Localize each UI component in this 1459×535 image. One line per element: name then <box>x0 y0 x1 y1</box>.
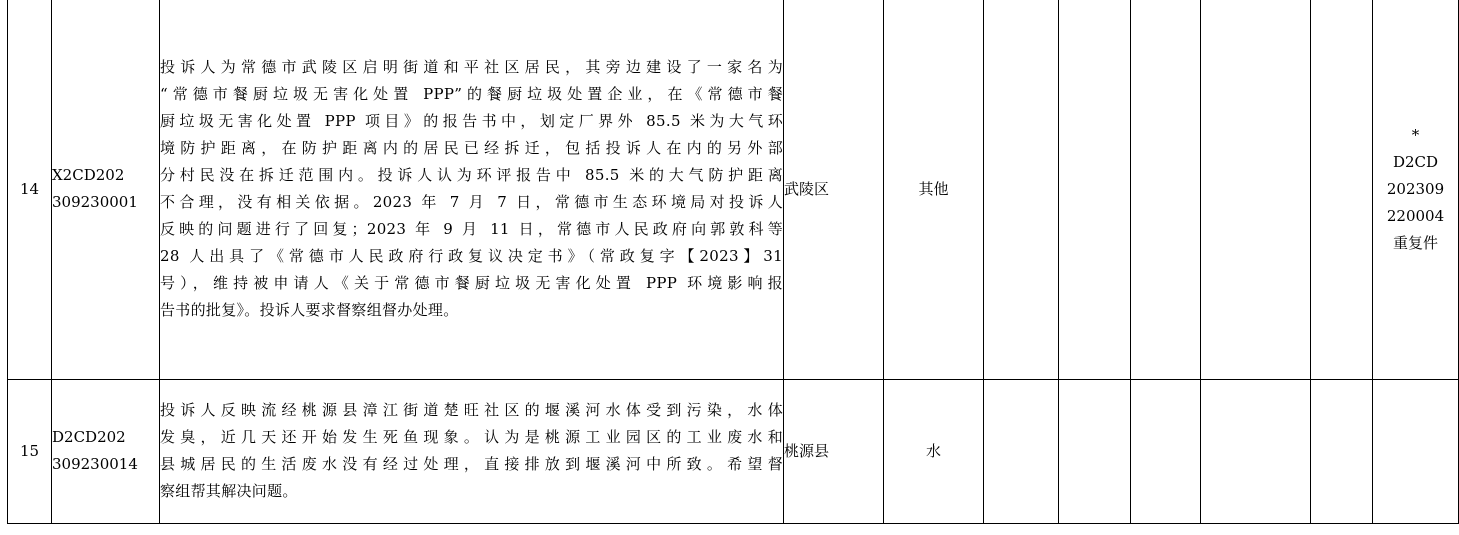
description-line: 发臭，近几天还开始发生死鱼现象。认为是桃源工业园区的工业废水和 <box>160 428 783 446</box>
remark-line: 202309 <box>1386 179 1445 198</box>
description-line: 不合理，没有相关依据。2023 年 7 月 7 日，常德市生态环境局对投诉人 <box>160 193 783 212</box>
description-line: 察组帮其解决问题。 <box>160 482 298 500</box>
empty-cell <box>984 379 1059 523</box>
empty-cell <box>1201 379 1311 523</box>
empty-cell <box>1059 379 1131 523</box>
description-line: 28 人出具了《常德市人民政府行政复议决定书》（常政复字【2023】31 <box>160 247 783 266</box>
description-line: “常德市餐厨垃圾无害化处置 PPP”的餐厨垃圾处置企业，在《常德市餐 <box>160 85 783 104</box>
empty-cell <box>1059 0 1131 379</box>
empty-cell <box>1311 379 1373 523</box>
remark-line: 220004 <box>1386 206 1445 225</box>
empty-cell <box>984 0 1059 379</box>
remark-cell <box>1373 0 1459 379</box>
remark-line: 重复件 <box>1392 233 1438 252</box>
row-index: 14 <box>8 0 52 379</box>
description-line: 县城居民的生活废水没有经过处理，直接排放到堰溪河中所致。希望督 <box>160 455 783 473</box>
table-row <box>8 379 1459 523</box>
case-code <box>52 379 160 523</box>
empty-cell <box>1131 0 1201 379</box>
description-line: 境防护距离，在防护距离内的居民已经拆迁，包括投诉人在内的另外部 <box>160 139 783 158</box>
case-code-line: 309230014 <box>52 455 138 473</box>
administrative-area: 桃源县 <box>784 379 884 523</box>
pollution-type: 其他 <box>884 0 984 379</box>
empty-cell <box>1131 379 1201 523</box>
description-line: 投诉人反映流经桃源县漳江街道楚旺社区的堰溪河水体受到污染，水体 <box>160 401 783 419</box>
table-row <box>8 0 1459 379</box>
case-code-line: D2CD202 <box>52 428 126 446</box>
remark-line: D2CD <box>1392 152 1439 171</box>
complaint-table <box>7 0 1459 524</box>
remark-cell <box>1373 379 1459 523</box>
empty-cell <box>1311 0 1373 379</box>
description-line: 分村民没在拆迁范围内。投诉人认为环评报告中 85.5 米的大气防护距离 <box>160 166 783 185</box>
complaint-description <box>160 0 784 379</box>
description-line: 告书的批复》。投诉人要求督察组督办处理。 <box>160 301 459 320</box>
description-line: 号），维持被申请人《关于常德市餐厨垃圾无害化处置 PPP 环境影响报 <box>160 274 783 293</box>
administrative-area: 武陵区 <box>784 0 884 379</box>
case-code-line: X2CD202 <box>52 166 125 185</box>
row-index: 15 <box>8 379 52 523</box>
description-line: 投诉人为常德市武陵区启明街道和平社区居民，其旁边建设了一家名为 <box>160 58 783 77</box>
empty-cell <box>1201 0 1311 379</box>
remark-line: * <box>1411 125 1420 144</box>
description-line: 反映的问题进行了回复；2023 年 9 月 11 日，常德市人民政府向郭敦科等 <box>160 220 783 239</box>
description-line: 厨垃圾无害化处置 PPP 项目》的报告书中，划定厂界外 85.5 米为大气环 <box>160 112 783 131</box>
pollution-type: 水 <box>884 379 984 523</box>
complaint-description <box>160 379 784 523</box>
case-code-line: 309230001 <box>52 193 138 212</box>
case-code <box>52 0 160 379</box>
